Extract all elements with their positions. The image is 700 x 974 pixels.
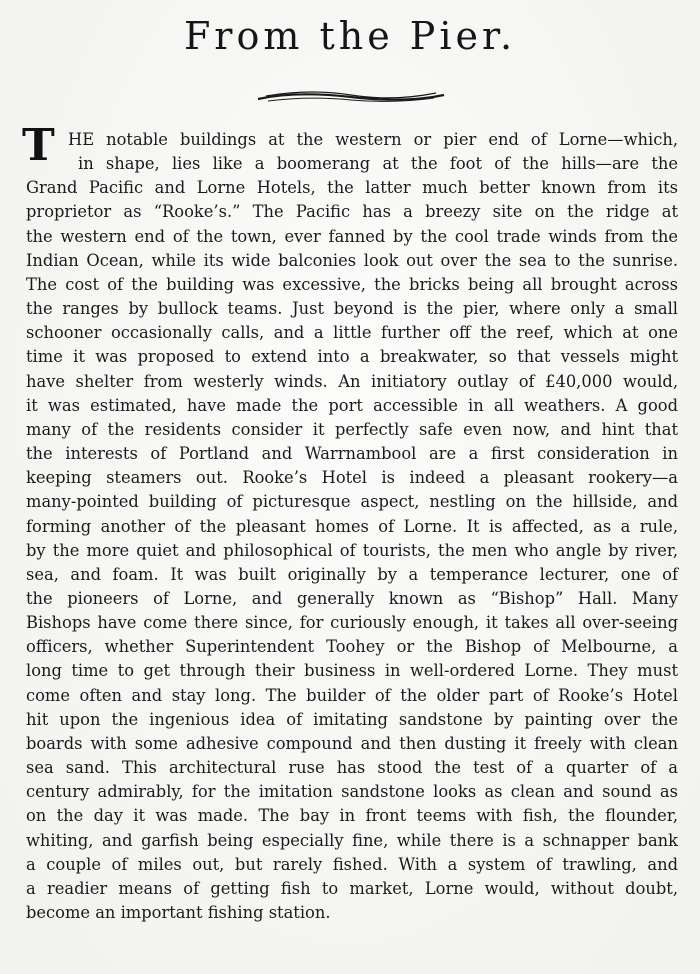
text-line: The cost of the building was excessive, the bricks being all brought across bbox=[26, 274, 678, 294]
text-line: Indian Ocean, while its wide balconies look out over the sea to the sunrise. bbox=[26, 250, 678, 270]
text-line: keeping steamers out. Rooke’s Hotel is indeed a pleasant rookery—a bbox=[26, 468, 678, 488]
text-line: many of the residents consider it perfectly safe even now, and hint that bbox=[26, 419, 678, 439]
text-line: century admirably, for the imitation sandstone looks as clean and sound as bbox=[26, 782, 678, 802]
text-line: forming another of the pleasant homes of Lorne. It is affected, as a rule, bbox=[26, 516, 678, 536]
text-line: Bishops have come there since, for curiously enough, it takes all over-seeing bbox=[26, 613, 678, 633]
text-line: a readier means of getting fish to market, Lorne would, without doubt, bbox=[26, 878, 678, 898]
text-line: T HE notable buildings at the western or pier end of Lorne—which, bbox=[22, 120, 678, 171]
text-line: sea sand. This architectural ruse has stood the test of a quarter of a bbox=[26, 758, 678, 778]
text-line: long time to get through their business in well-ordered Lorne. They must bbox=[26, 661, 678, 681]
text-line: in shape, lies like a boomerang at the foot of the hills—are the bbox=[78, 154, 678, 174]
text-line: by the more quiet and philosophical of tourists, the men who angle by river, bbox=[26, 540, 678, 560]
text-line: the ranges by bullock teams. Just beyond is the pier, where only a small bbox=[26, 299, 678, 319]
text-line: sea, and foam. It was built originally by a temperance lecturer, one of bbox=[26, 564, 678, 584]
body-text bbox=[22, 120, 678, 925]
text-line: become an important fishing station. bbox=[26, 903, 331, 922]
text-line: come often and stay long. The builder of the older part of Rooke’s Hotel bbox=[26, 685, 678, 705]
text-line: the interests of Portland and Warrnambool are a first consideration in bbox=[26, 444, 678, 464]
page-title: From the Pier. bbox=[183, 14, 517, 58]
text-line: time it was proposed to extend into a breakwater, so that vessels might bbox=[26, 347, 678, 367]
text-line: whiting, and garfish being especially fine, while there is a schnapper bank bbox=[26, 830, 678, 850]
text-line: officers, whether Superintendent Toohey or the Bishop of Melbourne, a bbox=[26, 637, 678, 657]
text-line: many-pointed building of picturesque aspect, nestling on the hillside, and bbox=[26, 492, 678, 512]
text-line: it was estimated, have made the port accessible in all weathers. A good bbox=[26, 395, 678, 415]
text-line: proprietor as “Rooke’s.” The Pacific has a breezy site on the ridge at bbox=[26, 202, 678, 222]
drop-cap: T bbox=[22, 120, 55, 171]
text-line: schooner occasionally calls, and a little further off the reef, which at one bbox=[26, 323, 678, 343]
text-line: the western end of the town, ever fanned by the cool trade winds from the bbox=[26, 226, 678, 246]
text-line: the pioneers of Lorne, and generally known as “Bishop” Hall. Many bbox=[26, 588, 678, 608]
text-line: have shelter from westerly winds. An initiatory outlay of £40,000 would, bbox=[26, 371, 678, 391]
text-line: a couple of miles out, but rarely fished. With a system of trawling, and bbox=[26, 854, 678, 874]
text-line: on the day it was made. The bay in front teems with fish, the flounder, bbox=[26, 806, 678, 826]
text-line: boards with some adhesive compound and then dusting it freely with clean bbox=[26, 733, 678, 753]
text-line: hit upon the ingenious idea of imitating sandstone by painting over the bbox=[26, 709, 678, 729]
text-line: Grand Pacific and Lorne Hotels, the latter much better known from its bbox=[26, 178, 678, 198]
title-ornament bbox=[256, 90, 446, 104]
